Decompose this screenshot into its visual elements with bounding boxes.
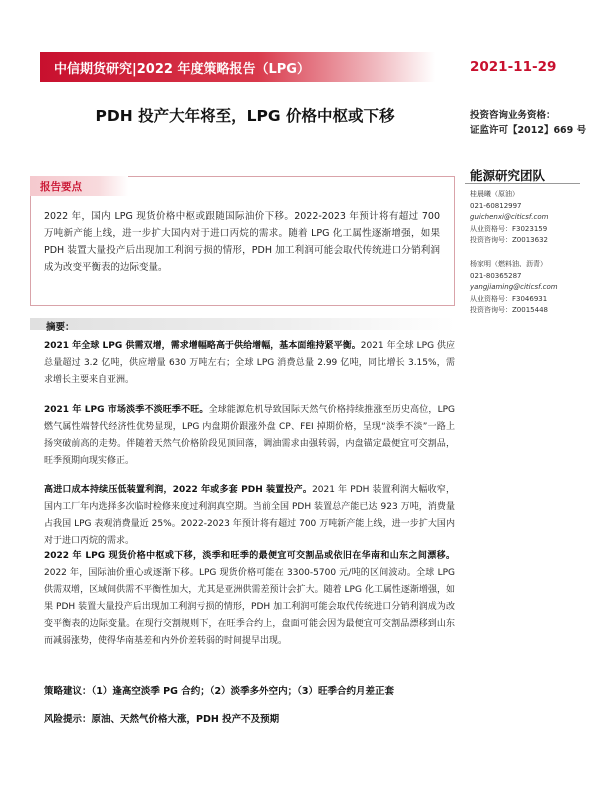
paragraph-lead: 2021 年 LPG 市场淡季不淡旺季不旺。 [44,405,209,415]
abstract-paragraph [44,402,455,470]
analyst-consult-number: 投资咨询号：Z0013632 [470,236,548,245]
paragraph-body: 全球能源危机导致国际天然气价格持续推涨至历史高位，LPG 燃气属性端替代经济性优势显现，LPG 内盘期价跟涨外盘 CP、FEI 掉期价格，呈现“淡季不淡”一路上扬突破前高的走势。伴随着天然气价格阶段见顶回落，调油需求由强转弱，内盘锚定最便宜可交割品，旺季预期向现实修正。 [44,405,455,466]
analyst-phone: 021-80365287 [470,271,522,280]
analyst-card [470,259,558,317]
summary-label: 报告要点 [40,181,82,193]
abstract-paragraph [44,482,455,550]
summary-text: 2022 年，国内 LPG 现货价格中枢或跟随国际油价下移。2022-2023 年预计将有超过 700 万吨新产能上线，进一步扩大国内对于进口丙烷的需求。随着 LPG 化工属性逐渐增强，如果 PDH 装置大量投产后出现加工利润亏损的情形，PDH 加工利润可能会取代传统进口分销利润成为改变平衡表的边际变量。 [44,211,440,273]
summary-tag [30,176,128,196]
analyst-email[interactable]: guichenxi@citicsf.com [470,213,549,222]
analyst-practice-number: 从业资格号：F3046931 [470,294,548,303]
paragraph-lead: 2022 年 LPG 现货价格中枢或下移，淡季和旺季的最便宜可交割品或依旧在华南和山东之间漂移。 [44,551,455,561]
paragraph-body: 2022 年，国际油价重心或逐渐下移。LPG 现货价格可能在 3300-5700 元/吨的区间波动。全球 LPG 供需双增，区域间供需不平衡性加大，尤其是亚洲供需差预计会扩大。随着 LPG 化工属性逐渐增强，如果 PDH 装置大量投产后出现加工利润亏损的情形，PDH 加工利润可能会取代传统进口分销利润成为改变平衡表的边际变量。在现行交割规则下，在旺季合约上，盘面可能会因为最便宜可交割品漂移到山东而减弱涨势，使得华南基差和内外价差转弱的时间提早出现。 [44,568,455,646]
analyst-phone: 021-60812997 [470,201,522,210]
risk-warning: 风险提示：原油、天然气价格大涨，PDH 投产不及预期 [44,714,280,725]
strategy-suggestion: 策略建议：（1）逢高空淡季 PG 合约；（2）淡季多外空内；（3）旺季合约月差正套 [44,686,394,697]
abstract-paragraph [44,548,455,650]
analyst-card [470,189,548,247]
abstract-label: 摘要： [46,322,75,333]
paragraph-lead: 高进口成本持续压低装置利润，2022 年或多套 PDH 装置投产。 [44,485,313,495]
team-divider [465,183,580,184]
report-title: PDH 投产大年将至，LPG 价格中枢或下移 [95,107,395,125]
qualification-block [470,108,586,138]
report-date: 2021-11-29 [470,59,557,75]
qualification-line-2: 证监许可【2012】669 号 [470,125,587,136]
report-series-title: 中信期货研究|2022 年度策略报告（LPG） [54,62,310,77]
paragraph-body: 2021 年 PDH 装置利润大幅收窄，国内工厂年内选择多次临时检修来度过利润真空期。当前全国 PDH 装置总产能已达 923 万吨，消费量占我国 LPG 表观消费量近 25%。2022-2023 年预计将有超过 700 万吨新产能上线，进一步扩大国内对于进口丙烷的需求。 [44,485,455,546]
paragraph-body: 2021 年全球 LPG 供应总量超过 3.2 亿吨，供应增量 630 万吨左右；全球 LPG 消费总量 2.99 亿吨，同比增长 3.15%，需求增长主要来自亚洲。 [44,341,455,385]
abstract-paragraph [44,338,455,389]
analyst-name: 杨家明（燃料油、沥青） [470,260,547,268]
analyst-email[interactable]: yangjiaming@citicsf.com [470,283,558,292]
analyst-name: 桂晨曦（原油） [470,190,519,198]
qualification-line-1: 投资咨询业务资格： [470,110,556,121]
analyst-practice-number: 从业资格号：F3023159 [470,224,548,233]
abstract-bar [30,318,455,330]
paragraph-lead: 2021 年全球 LPG 供需双增，需求增幅略高于供给增幅，基本面维持紧平衡。 [44,341,361,351]
analyst-consult-number: 投资咨询号：Z0015448 [470,306,548,315]
team-heading: 能源研究团队 [470,168,546,183]
